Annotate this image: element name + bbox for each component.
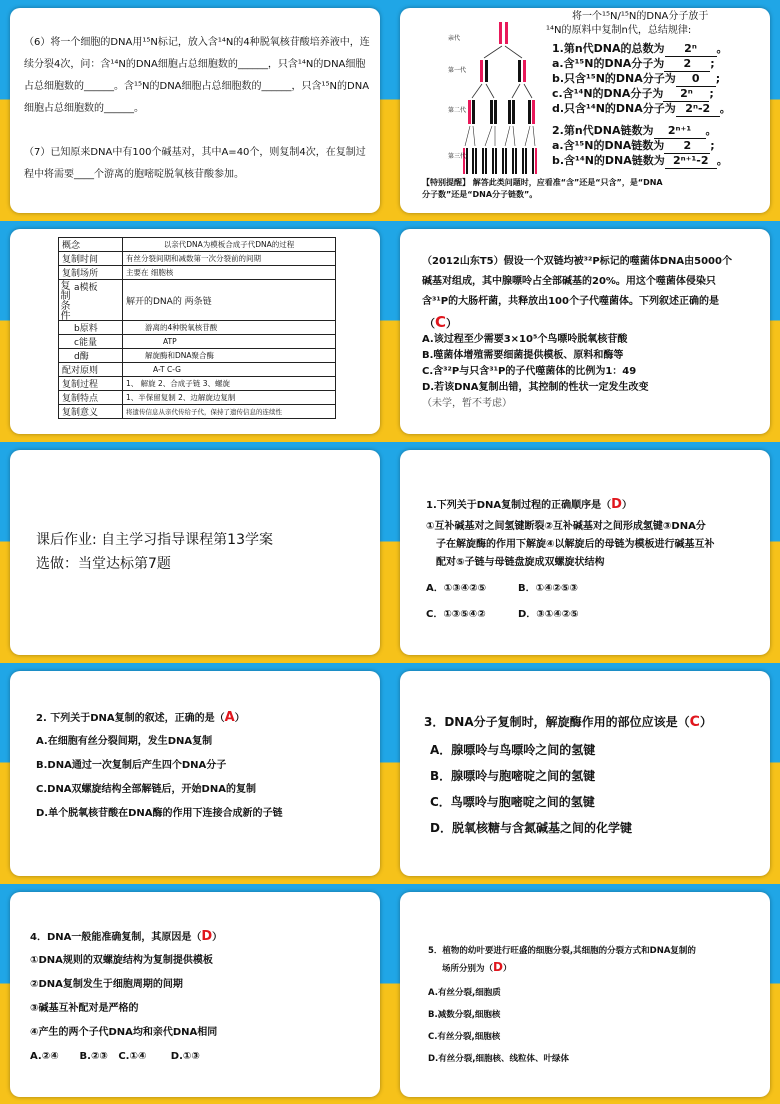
body-line-2: 子在解旋酶的作用下解旋④以解旋后的母链为模板进行碱基互补 [436,539,715,550]
table-row: 复制时间 有丝分裂间期和减数第一次分裂前的间期 [59,252,336,266]
body-line-1: ①互补碱基对之间氢键断裂②互补碱基对之间形成氢键③DNA分 [426,521,706,532]
diagram-label-gen2: 第二代 [448,107,467,114]
dna-replication-diagram [462,18,542,178]
slide-10 [390,884,780,1104]
rule-1c: c.含¹⁴N的DNA分子为 2ⁿ ; [552,87,714,100]
table-row: 复制场所 主要在 细胞核 [59,266,336,280]
stem-line-1: （2012山东T5）假设一个双链均被³²P标记的噬菌体DNA由5000个 [422,256,732,267]
question-stem: 3．DNA分子复制时，解旋酶作用的部位应该是（C） [424,714,712,730]
slide-1 [0,0,390,221]
option-c: C．①③⑤④② [426,609,486,620]
generation-1-strands [480,60,526,82]
slide-card [10,892,380,1097]
option-c: C.DNA双螺旋结构全部解链后，开始DNA的复制 [36,784,256,795]
slide-card [400,229,770,434]
table-row: 复制意义 将遗传信息从亲代传给子代，保持了遗传信息的连续性 [59,405,336,419]
diagram-label-parent: 亲代 [448,35,461,42]
slide-card [10,671,380,876]
slide-card [10,229,380,434]
option-d: D．③①④②⑤ [518,609,579,620]
diagram-label-gen1: 第一代 [448,67,467,74]
table-row: c能量 ATP [59,335,336,349]
table-row: 复制特点 1、半保留复制 2、边解旋边复制 [59,391,336,405]
question-stem-line-2: 场所分别为（D） [442,960,512,974]
slide-card [10,8,380,213]
slide-7 [0,663,390,884]
generation-0-strands [499,22,508,44]
option-b: B.DNA通过一次复制后产生四个DNA分子 [36,760,227,771]
option-a: A.有丝分裂,细胞质 [428,988,501,998]
table-row: 复制过程 1、 解旋 2、合成子链 3、螺旋 [59,377,336,391]
answer-paren: （C） [424,313,458,331]
option-b: B．①④②⑤③ [518,583,578,594]
question-stem: 2. 下列关于DNA复制的叙述，正确的是（A） [36,710,245,725]
stem-line-2: 碱基对组成，其中腺嘌呤占全部碱基的20%。用这个噬菌体侵染只 [422,276,716,287]
option-c: C.有丝分裂,细胞核 [428,1032,501,1042]
option-a: A.在细胞有丝分裂间期，发生DNA复制 [36,736,213,747]
item-3: ③碱基互补配对是严格的 [30,1003,139,1014]
stem-line-3: 含³¹P的大肠杆菌，共释放出100个子代噬菌体。下列叙述正确的是 [422,296,719,307]
special-tip-line-2: 分子数”还是“DNA分子链数”。 [422,190,538,199]
slide-4 [390,221,780,442]
answer-mark: D [611,497,622,512]
rule-1b: b.只含¹⁵N的DNA分子为 0 ; [552,72,721,85]
option-d: D.有丝分裂,细胞核、线粒体、叶绿体 [428,1054,570,1064]
rule-2b: b.含¹⁴N的DNA链数为 2ⁿ⁺¹-2 。 [552,154,728,167]
option-c: C.含³²P与只含³¹P的子代噬菌体的比例为1：49 [422,366,637,377]
answer-mark: D [201,929,213,944]
item-1: ①DNA规则的双螺旋结构为复制提供模板 [30,955,213,966]
slide-6 [390,442,780,663]
slide-8 [390,663,780,884]
slide-2 [390,0,780,221]
question-stem: 4．DNA一般能准确复制，其原因是（D） [30,929,223,944]
option-b: B．腺嘌呤与胞嘧啶之间的氢键 [430,769,596,783]
answer-mark: A [224,710,235,725]
rule-1a: a.含¹⁵N的DNA分子为 2 ; [552,57,715,70]
optional-line: 选做：当堂达标第7题 [36,556,171,572]
option-b: B.减数分裂,细胞核 [428,1010,501,1020]
option-d: D.单个脱氧核苷酸在DNA酶的作用下连接合成新的子链 [36,808,283,819]
options-row: A.②④ B.②③ C.①④ D.①③ [30,1051,200,1062]
slide-5 [0,442,390,663]
slide-3 [0,221,390,442]
slide-card [400,671,770,876]
diagram-label-gen3: 第三代 [448,153,467,160]
option-c: C．鸟嘌呤与胞嘧啶之间的氢键 [430,795,595,809]
homework-line: 课后作业: 自主学习指导课程第13学案 [36,532,273,548]
slide-card [400,8,770,213]
table-row: 复制条件 a模板 解开的DNA的 两条链 [59,280,336,321]
option-d: D．脱氧核糖与含氮碱基之间的化学键 [430,821,632,835]
question-6: （6）将一个细胞的DNA用¹⁵N标记，放入含¹⁴N的4种脱氧核苷酸培养液中，连续分裂4次，问：含¹⁴N的DNA细胞占总细胞数的______，只含¹⁴N的DNA细胞占总细胞数的______。含¹⁵N的DNA细胞占总细胞数的______，只含¹⁵N的DNA细胞占总细胞数的______。 [24,37,370,114]
answer-mark: C [689,714,700,730]
question-7: （7）已知原来DNA中有100个碱基对，其中A=40个，则复制4次，在复制过程中将需要____个游离的胞嘧啶脱氧核苷酸参加。 [24,147,366,180]
intro-line-1: 将一个¹⁵N/¹⁵N的DNA分子放于 [572,11,709,22]
intro-line-2: ¹⁴N的原料中复制n代，总结规律: [546,25,692,36]
generation-3-strands [463,148,537,174]
rule-1-heading: 1.第n代DNA的总数为 2ⁿ 。 [552,42,728,55]
special-tip-line-1: 【特别提醒】 解答此类问题时，应看准“含”还是“只含”，是“DNA [422,178,663,187]
rule-1d: d.只含¹⁴N的DNA分子为 2ⁿ-2 。 [552,102,731,115]
option-a: A.该过程至少需要3×10⁵个鸟嘌呤脱氧核苷酸 [422,334,628,345]
item-4: ④产生的两个子代DNA均和亲代DNA相同 [30,1027,218,1038]
item-2: ②DNA复制发生于细胞周期的间期 [30,979,183,990]
question-stem-line-1: 5．植物的幼叶要进行旺盛的细胞分裂,其细胞的分裂方式和DNA复制的 [428,946,696,956]
table-row: d酶 解旋酶和DNA聚合酶 [59,349,336,363]
note: （未学，暂不考虑） [422,398,512,409]
question-stem: 1.下列关于DNA复制过程的正确顺序是（D） [426,497,632,512]
table-row: b原料 游离的4种脱氧核苷酸 [59,321,336,335]
rule-2-heading: 2.第n代DNA链数为 2ⁿ⁺¹ 。 [552,124,717,137]
answer-mark: C [435,313,447,331]
table-row: 配对原则 A-T C-G [59,363,336,377]
answer-mark: D [493,960,503,974]
option-a: A．腺嘌呤与鸟嘌呤之间的氢键 [430,743,596,757]
condition-label: 复制条件 [58,280,69,320]
slide-9 [0,884,390,1104]
option-d: D.若该DNA复制出错，其控制的性状一定发生改变 [422,382,649,393]
generation-2-strands [468,100,535,124]
body-line-3: 配对⑤子链与母链盘旋成双螺旋状结构 [436,557,605,568]
option-a: A．①③④②⑤ [426,583,487,594]
slide-card [10,450,380,655]
dna-replication-table [58,237,336,419]
rule-2a: a.含¹⁵N的DNA链数为 2 ; [552,139,715,152]
slide-card [400,450,770,655]
option-b: B.噬菌体增殖需要细菌提供模板、原料和酶等 [422,350,624,361]
table-row: 概念 以亲代DNA为模板合成子代DNA的过程 [59,238,336,252]
slide-card [400,892,770,1097]
